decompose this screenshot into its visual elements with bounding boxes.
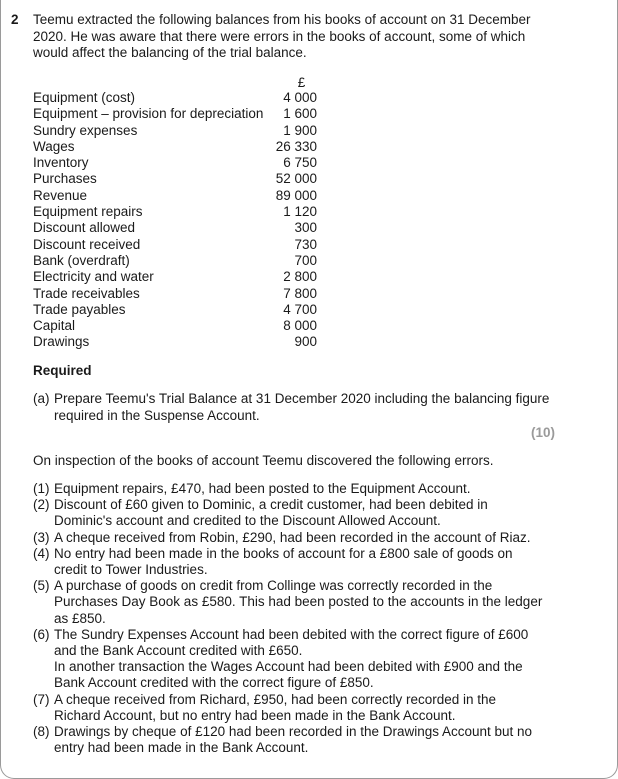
error-label: (8) (33, 724, 50, 740)
error-text (54, 578, 543, 627)
balance-name: Bank (overdraft) (33, 252, 130, 268)
balances-table (33, 90, 323, 351)
balance-amount: 900 (294, 334, 317, 350)
balance-amount: 700 (294, 252, 317, 268)
error-item (33, 578, 543, 627)
balance-row (33, 318, 323, 334)
balance-name: Equipment repairs (33, 204, 143, 220)
balance-amount: 4 700 (283, 301, 317, 317)
error-text-para: A cheque received from Richard, £950, had been correctly recorded in the Richard Account, but no entry had been made in the Bank Account. (54, 691, 497, 723)
balance-row (33, 269, 323, 285)
part-a-text: Prepare Teemu's Trial Balance at 31 December 2020 including the balancing figure required in the Suspense Account. (54, 391, 550, 423)
error-text-para: A cheque received from Robin, £290, had been recorded in the account of Riaz. (54, 529, 531, 545)
error-item (33, 481, 543, 497)
balance-name: Capital (33, 318, 76, 334)
balance-amount: 2 800 (283, 269, 317, 285)
error-label: (3) (33, 529, 50, 545)
balance-amount: 89 000 (275, 187, 317, 203)
error-item (33, 497, 543, 529)
balance-amount: 52 000 (275, 171, 317, 187)
balance-name: Trade payables (33, 301, 126, 317)
error-text-para: Discount of £60 given to Dominic, a credit customer, had been debited in Dominic's account and credited to the Discount Allowed Account. (54, 497, 488, 529)
balance-amount: 7 800 (283, 285, 317, 301)
error-label: (5) (33, 578, 50, 594)
balance-name: Sundry expenses (33, 122, 138, 138)
balance-name: Electricity and water (33, 269, 154, 285)
error-text-para: No entry had been made in the books of account for a £800 sale of goods on credit to Tower Industries. (54, 545, 513, 578)
balance-amount: 300 (294, 220, 317, 236)
error-text-para: Drawings by cheque of £120 had been recorded in the Drawings Account but no entry had been made in the Bank Account. (54, 724, 533, 756)
error-item (33, 546, 543, 578)
balance-amount: 8 000 (283, 318, 317, 334)
balance-amount: 1 900 (283, 122, 317, 138)
error-text (54, 481, 543, 497)
balance-row (33, 302, 323, 318)
balance-name: Equipment (cost) (33, 90, 136, 105)
error-text-para: A purchase of goods on credit from Collinge was correctly recorded in the Purchases Day Book as £580. This had been posted to the accounts in the ledger as £850. (54, 578, 543, 626)
balance-amount: 1 600 (283, 106, 317, 122)
balance-row (33, 90, 323, 106)
error-item (33, 692, 543, 724)
error-label: (2) (33, 497, 50, 513)
part-a-label: (a) (33, 391, 50, 406)
balance-name: Discount received (33, 236, 141, 252)
balance-row (33, 171, 323, 187)
error-text (54, 530, 543, 546)
errors-list (33, 481, 543, 756)
balance-amount: 4 000 (283, 90, 317, 105)
inspection-intro: On inspection of the books of account Teemu discovered the following errors. (33, 453, 494, 468)
balance-name: Revenue (33, 187, 88, 203)
error-text-para: In another transaction the Wages Account had been debited with £900 and the Bank Account credited with the correct figure of £850. (54, 659, 523, 691)
balance-row (33, 155, 323, 171)
balance-row (33, 139, 323, 155)
balance-row (33, 237, 323, 253)
balance-row (33, 188, 323, 204)
balance-name: Drawings (33, 334, 90, 350)
balance-name: Discount allowed (33, 220, 136, 236)
currency-header: £ (297, 75, 306, 90)
error-label: (7) (33, 691, 50, 707)
balance-amount: 6 750 (283, 155, 317, 171)
balance-amount: 26 330 (275, 138, 317, 154)
balance-name: Equipment – provision for depreciation (33, 106, 264, 122)
error-text (54, 692, 543, 724)
question-number: 2 (11, 12, 19, 27)
question-intro: Teemu extracted the following balances from his books of account on 31 December 2020. He was aware that there were errors in the books of account, some of which would affect the balancing of the trial balance. (33, 12, 531, 60)
error-item (33, 627, 543, 692)
balance-amount: 1 120 (283, 204, 317, 220)
balance-name: Purchases (33, 171, 97, 187)
error-text-para: Equipment repairs, £470, had been posted to the Equipment Account. (54, 481, 471, 496)
marks-badge: (10) (531, 425, 556, 440)
balance-name: Wages (33, 138, 75, 154)
balance-row (33, 253, 323, 269)
error-label: (6) (33, 626, 50, 642)
required-heading: Required (33, 363, 92, 378)
error-text-para: The Sundry Expenses Account had been debited with the correct figure of £600 and the Bank Account credited with £650. (54, 626, 529, 659)
balance-amount: 730 (294, 236, 317, 252)
balance-row (33, 106, 323, 122)
error-text (54, 724, 543, 756)
balance-row (33, 286, 323, 302)
error-text (54, 627, 543, 692)
error-label: (4) (33, 545, 50, 561)
error-text (54, 546, 543, 578)
balance-name: Inventory (33, 155, 89, 171)
balance-row (33, 334, 323, 350)
error-item (33, 724, 543, 756)
balance-name: Trade receivables (33, 285, 140, 301)
balance-row (33, 123, 323, 139)
balance-row (33, 204, 323, 220)
part-a (33, 391, 553, 424)
balance-row (33, 220, 323, 236)
error-label: (1) (33, 481, 50, 496)
error-text (54, 497, 543, 529)
error-item (33, 530, 543, 546)
